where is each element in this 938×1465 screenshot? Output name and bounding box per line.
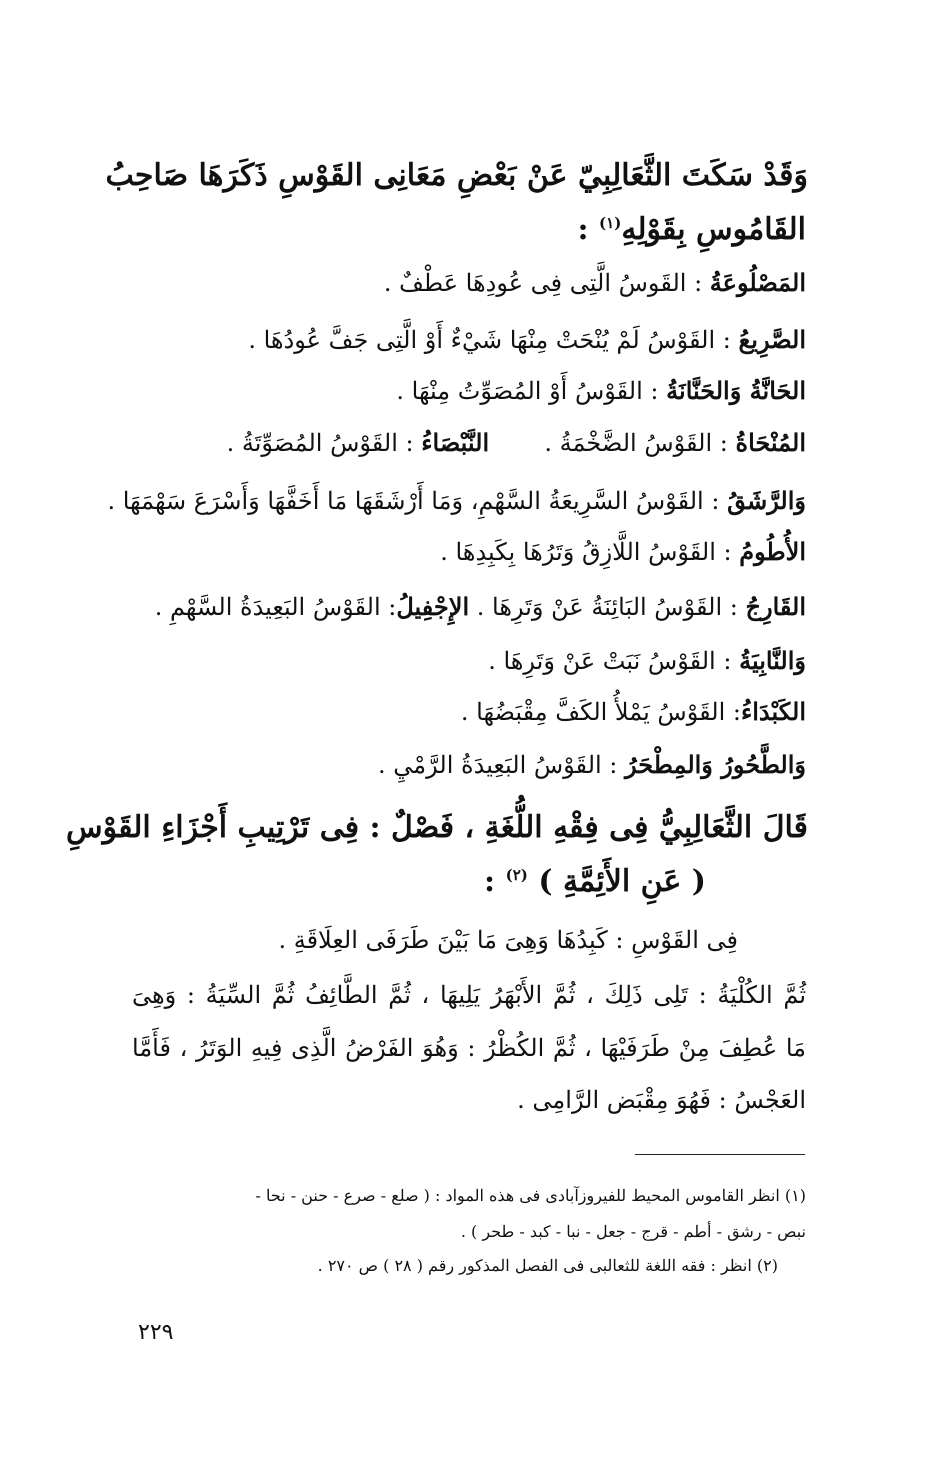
body-line: فِى القَوْسِ : كَبِدُهَا وَهِىَ مَا بَيْنَ طَرَفَى العِلَاقَةِ .: [278, 926, 738, 954]
section2-heading-line1: قَالَ الثَّعَالِبِيُّ فِى فِقْهِ اللُّغَةِ ، فَصْلٌ : فِى تَرْتِيبِ أَجْزَاءِ القَوْسِ: [65, 810, 808, 845]
entry-term: المُنْحَاةُ: [735, 428, 806, 457]
entry-line: [488, 646, 806, 675]
entry-def: : القَوْسُ البَائِنَةُ عَنْ وَتَرِهَا .: [476, 593, 738, 621]
entry-term: الصَّرِيعُ: [738, 325, 806, 354]
entry-term: المَصْلُوعَةُ: [709, 268, 806, 297]
footnote-line: (١) انظر القاموس المحيط للفيروزآبادى فى هذه المواد : ( صلع - صرع - حنن - نحا -: [255, 1186, 806, 1205]
entry-def: : القَوسُ الَّتِى فِى عُودِهَا عَطْفٌ .: [383, 269, 703, 297]
entry-term: وَالنَّابِيَةُ: [739, 646, 806, 675]
entry-line: [107, 486, 806, 515]
heading-colon: :: [577, 212, 589, 247]
body-line: ثُمَّ الكُلْيَةُ : تَلِى ذَلِكَ ، ثُمَّ الأَبْهَرُ يَلِيهَا ، ثُمَّ الطَّائِفُ ثُمَّ السِّيَةُ : وَهِىَ: [132, 981, 806, 1009]
footnote-ref-1: (١): [599, 214, 622, 232]
entry-term: الأُطُومُ: [739, 537, 806, 566]
body-line: مَا عُطِفَ مِنْ طَرَفَيْهَا ، ثُمَّ الكُظْرُ : وَهُوَ الفَرْضُ الَّذِى فِيهِ الوَتَرُ ، فَأَمَّا: [132, 1034, 806, 1062]
entry-term: وَالطَّحُورُ وَالمِطْحَرُ: [625, 750, 806, 779]
entry-line: [396, 376, 806, 405]
entry-line: [248, 325, 806, 354]
entry-line: [384, 268, 806, 297]
footnote-line: نبص - رشق - أطم - قرج - جعل - نبا - كبد - طحر ) .: [460, 1222, 806, 1241]
entry-def: : القَوْسُ نَبَتْ عَنْ وَتَرِهَا .: [488, 647, 732, 675]
entry-def: : القَوْسُ البَعِيدَةُ الرَّمْيِ .: [378, 751, 618, 779]
entry-line: [155, 592, 806, 621]
entry-term: القَارِجُ: [745, 592, 806, 621]
entry-def: : القَوْسُ المُصَوِّتَةُ .: [226, 429, 414, 457]
section1-heading-line1: وَقَدْ سَكَتَ الثَّعَالِبِيّ عَنْ بَعْضِ مَعَانِى القَوْسِ ذَكَرَهَا صَاحِبُ: [105, 158, 808, 193]
entry-line: [440, 537, 806, 566]
entry-line: [461, 697, 806, 726]
heading-colon: :: [484, 864, 496, 899]
footnote-ref-2: (٢): [505, 866, 528, 884]
footnote-line: (٢) انظر : فقه اللغة للثعالبى فى الفصل المذكور رقم ( ٢٨ ) ص ٢٧٠ .: [317, 1256, 778, 1275]
entry-term: الإِجْفِيلُ: [396, 592, 470, 621]
entry-term: النَّبْصَاءُ: [421, 428, 490, 457]
body-line: العَجْسُ : فَهُوَ مِقْبَض الرَّامِى .: [517, 1086, 806, 1114]
heading-text: القَامُوسِ بِقَوْلِهِ: [621, 212, 806, 247]
entry-def: : القَوْسُ لَمْ يُنْحَتْ مِنْهَا شَيْءٌ أَوْ الَّتِى جَفَّ عُودُهَا .: [248, 326, 731, 354]
entry-term: وَالرَّشَقُ: [727, 486, 806, 515]
entry-line: [227, 428, 806, 457]
entry-term: الكَبْدَاءُ: [740, 697, 806, 726]
section1-heading-line2: [578, 212, 807, 247]
entry-def: : القَوْسُ البَعِيدَةُ السَّهْمِ .: [154, 593, 397, 621]
entry-def: : القَوْسُ السَّرِيعَةُ السَّهْمِ، وَمَا أَرْشَقَهَا مَا أَخَفَّهَا وَأَسْرَعَ سَهْمَهَا .: [107, 487, 720, 515]
entry-def: : القَوْسُ يَمْلأُ الكَفَّ مِقْبَضُهَا .: [460, 698, 741, 726]
footnote-divider: [635, 1154, 805, 1155]
heading-text: ( عَنِ الأَئِمَّةِ ): [538, 864, 706, 899]
section2-heading-line2: [484, 864, 706, 899]
entry-line: [378, 750, 806, 779]
entry-def: : القَوْسُ أَوْ المُصَوِّتُ مِنْهَا .: [396, 377, 659, 405]
entry-def: : القَوْسُ الضَّخْمَةُ .: [544, 429, 728, 457]
entry-def: : القَوْسُ اللَّازِقُ وَتَرُهَا بِكَبِدِهَا .: [440, 538, 732, 566]
page-number: ٢٢٩: [138, 1320, 174, 1345]
entry-term: الحَانَّةُ وَالحَنَّانَةُ: [666, 376, 806, 405]
